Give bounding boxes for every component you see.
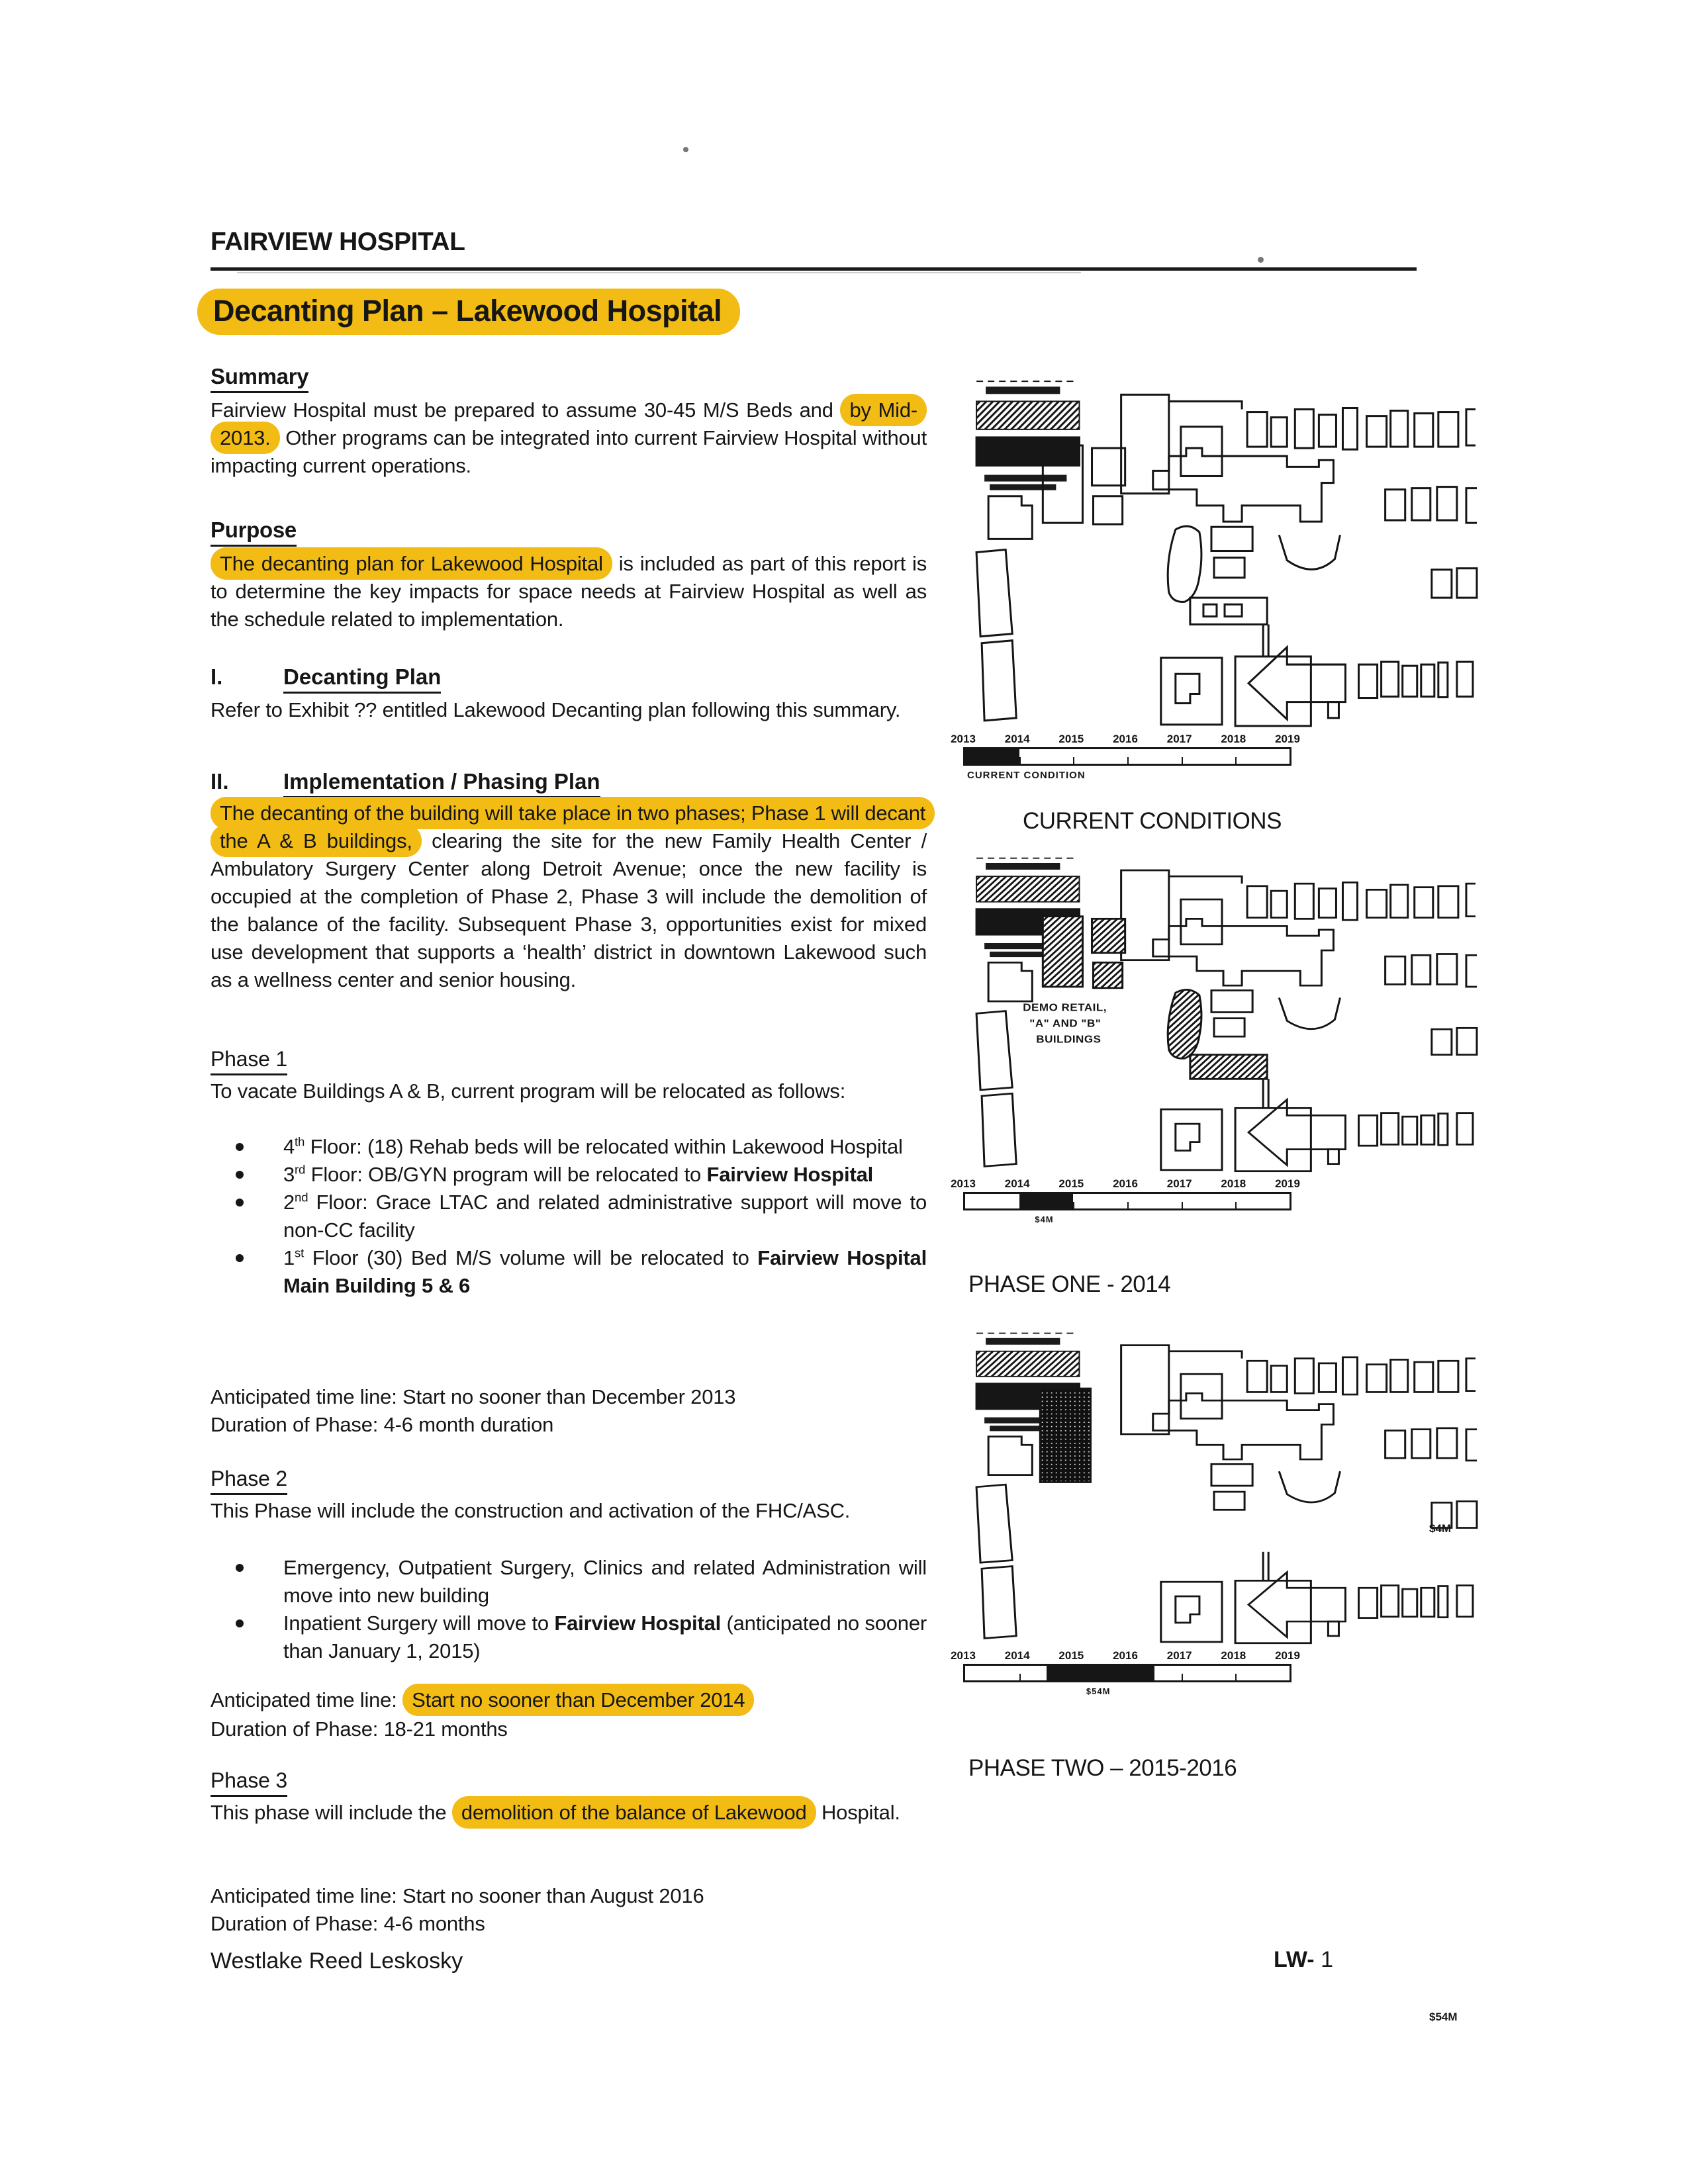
phase1-intro: To vacate Buildings A & B, current program will be relocated as follows: bbox=[211, 1079, 846, 1103]
bullet-icon bbox=[236, 1564, 244, 1572]
list-item: Emergency, Outpatient Surgery, Clinics and related Administration will move into new building bbox=[211, 1554, 927, 1610]
timeline-year: 2013 bbox=[951, 1177, 976, 1190]
site-plan-drawing bbox=[957, 848, 1481, 1176]
timeline-year: 2016 bbox=[1113, 733, 1138, 745]
diagram-caption: PHASE TWO – 2015-2016 bbox=[968, 1755, 1237, 1781]
timeline-tick bbox=[1235, 1674, 1237, 1680]
phase3-paragraph: This phase will include the demolition of the balance of Lakewood Hospital. bbox=[211, 1799, 927, 1827]
footer-company: Westlake Reed Leskosky bbox=[211, 1948, 463, 1974]
timeline-label: CURRENT CONDITION bbox=[967, 770, 1086, 781]
scan-speck bbox=[1258, 257, 1264, 263]
cost-label: $54M bbox=[1429, 2011, 1458, 2023]
timeline-year: 2018 bbox=[1221, 733, 1246, 745]
timeline-tick bbox=[1073, 757, 1074, 764]
timeline-bar bbox=[963, 747, 1291, 766]
bullet-icon bbox=[236, 1619, 244, 1627]
timeline-year: 2017 bbox=[1166, 1177, 1192, 1190]
timeline-tick bbox=[1182, 1674, 1183, 1680]
timeline-year: 2015 bbox=[1058, 1177, 1084, 1190]
site-plan-drawing bbox=[957, 371, 1481, 731]
timeline-year: 2013 bbox=[951, 1649, 976, 1662]
timeline-year: 2014 bbox=[1004, 733, 1030, 745]
summary-heading: Summary bbox=[211, 364, 308, 393]
timeline-label: $4M bbox=[1035, 1214, 1054, 1224]
list-item: 2nd Floor: Grace LTAC and related administrative support will move to non-CC facility bbox=[211, 1189, 927, 1244]
footer-page-number: LW- 1 bbox=[1274, 1947, 1333, 1972]
timeline-year: 2018 bbox=[1221, 1649, 1246, 1662]
bullet-icon bbox=[236, 1143, 244, 1151]
purpose-paragraph: The decanting plan for Lakewood Hospital is included as part of this report is to determine the key impacts for space needs at Fairview Hospital as well as the schedule related to implementation. bbox=[211, 550, 927, 633]
timeline-years bbox=[951, 1177, 1481, 1192]
timeline-tick bbox=[1182, 757, 1183, 764]
phase2-heading: Phase 2 bbox=[211, 1467, 287, 1495]
timeline-year: 2015 bbox=[1058, 1649, 1084, 1662]
timeline-year: 2015 bbox=[1058, 733, 1084, 745]
section-ii-heading: II. Implementation / Phasing Plan bbox=[211, 769, 927, 798]
purpose-heading: Purpose bbox=[211, 518, 297, 547]
list-item: 1st Floor (30) Bed M/S volume will be relocated to Fairview Hospital Main Building 5 & 6 bbox=[211, 1244, 927, 1300]
timeline-filled-segment bbox=[1019, 1194, 1074, 1208]
timeline-year: 2019 bbox=[1275, 733, 1300, 745]
timeline-years bbox=[951, 1649, 1481, 1664]
phase2-paragraph: This Phase will include the construction and activation of the FHC/ASC. bbox=[211, 1499, 851, 1522]
phase1-timeline-line1: Anticipated time line: Start no sooner than December 2013 bbox=[211, 1385, 736, 1408]
bullet-icon bbox=[236, 1171, 244, 1179]
timeline-year: 2018 bbox=[1221, 1177, 1246, 1190]
timeline bbox=[951, 733, 1481, 784]
timeline-tick bbox=[1019, 757, 1021, 764]
scan-speck bbox=[683, 147, 688, 152]
bullet-icon bbox=[236, 1254, 244, 1262]
section-i-heading: I. Decanting Plan bbox=[211, 664, 927, 694]
page-header: FAIRVIEW HOSPITAL bbox=[211, 228, 465, 256]
phase3-heading: Phase 3 bbox=[211, 1768, 287, 1797]
cost-label: $4M bbox=[1429, 1522, 1452, 1535]
timeline-year: 2017 bbox=[1166, 1649, 1192, 1662]
timeline-tick bbox=[1235, 757, 1237, 764]
timeline-year: 2016 bbox=[1113, 1649, 1138, 1662]
timeline-tick bbox=[1235, 1202, 1237, 1208]
timeline-tick bbox=[1127, 757, 1129, 764]
timeline-bar bbox=[963, 1664, 1291, 1682]
header-rule bbox=[211, 267, 1417, 271]
timeline-label: $54M bbox=[1086, 1686, 1111, 1696]
phase1-timeline-line2: Duration of Phase: 4-6 month duration bbox=[211, 1413, 554, 1436]
diagram-current-conditions bbox=[951, 371, 1481, 835]
phase1-bullets bbox=[211, 1133, 927, 1300]
timeline-year: 2014 bbox=[1004, 1649, 1030, 1662]
timeline-tick bbox=[1019, 1674, 1021, 1680]
bullet-icon bbox=[236, 1199, 244, 1206]
timeline-filled-segment bbox=[965, 749, 1019, 764]
timeline-year: 2014 bbox=[1004, 1177, 1030, 1190]
list-item: Inpatient Surgery will move to Fairview Hospital (anticipated no sooner than January 1, 2015) bbox=[211, 1610, 927, 1665]
diagram-caption: PHASE ONE - 2014 bbox=[968, 1271, 1171, 1297]
diagram-phase-one bbox=[951, 848, 1481, 1535]
list-item: 3rd Floor: OB/GYN program will be relocated to Fairview Hospital bbox=[211, 1161, 927, 1189]
svg-text:BUILDINGS: BUILDINGS bbox=[1036, 1033, 1102, 1046]
timeline-year: 2017 bbox=[1166, 733, 1192, 745]
timeline-tick bbox=[1073, 1202, 1074, 1208]
timeline-filled-segment bbox=[1047, 1666, 1154, 1680]
timeline-years bbox=[951, 733, 1481, 747]
phase2-timeline-line2: Duration of Phase: 18-21 months bbox=[211, 1717, 508, 1741]
diagram-caption: CURRENT CONDITIONS bbox=[1023, 808, 1282, 834]
site-plan-drawing bbox=[957, 1324, 1481, 1648]
timeline-tick bbox=[1182, 1202, 1183, 1208]
phase3-timeline-line2: Duration of Phase: 4-6 months bbox=[211, 1912, 485, 1935]
timeline-year: 2019 bbox=[1275, 1649, 1300, 1662]
phase2-timeline-line1: Anticipated time line: Start no sooner than December 2014 bbox=[211, 1686, 927, 1714]
timeline-bar bbox=[963, 1192, 1291, 1210]
phase3-timeline-line1: Anticipated time line: Start no sooner than August 2016 bbox=[211, 1884, 704, 1907]
section-ii-paragraph: The decanting of the building will take place in two phases; Phase 1 will decant the A & B buildings, clearing the site for the new Family Health Center / Ambulatory Surgery Center along Detroit Avenue; once the new facility is occupied at the completion of Phase 2, Phase 3 will include the demolition of the balance of the facility. Subsequent Phase 3, opportunities exist for mixed use development that supports a ‘health’ district in downtown Lakewood such as a wellness center and senior housing. bbox=[211, 799, 927, 994]
svg-text:DEMO RETAIL,: DEMO RETAIL, bbox=[1023, 1002, 1107, 1014]
summary-paragraph: Fairview Hospital must be prepared to assume 30-45 M/S Beds and by Mid-2013. Other programs can be integrated into current Fairview Hospital without impacting current operations. bbox=[211, 396, 927, 480]
list-item: 4th Floor: (18) Rehab beds will be relocated within Lakewood Hospital bbox=[211, 1133, 927, 1161]
document-title: Decanting Plan – Lakewood Hospital bbox=[197, 289, 740, 335]
timeline-year: 2016 bbox=[1113, 1177, 1138, 1190]
phase2-bullets bbox=[211, 1554, 927, 1665]
timeline-tick bbox=[1127, 1202, 1129, 1208]
svg-text:"A" AND "B": "A" AND "B" bbox=[1029, 1018, 1102, 1030]
timeline-year: 2019 bbox=[1275, 1177, 1300, 1190]
timeline-year: 2013 bbox=[951, 733, 976, 745]
section-i-paragraph: Refer to Exhibit ?? entitled Lakewood Decanting plan following this summary. bbox=[211, 698, 901, 721]
phase1-heading: Phase 1 bbox=[211, 1047, 287, 1075]
